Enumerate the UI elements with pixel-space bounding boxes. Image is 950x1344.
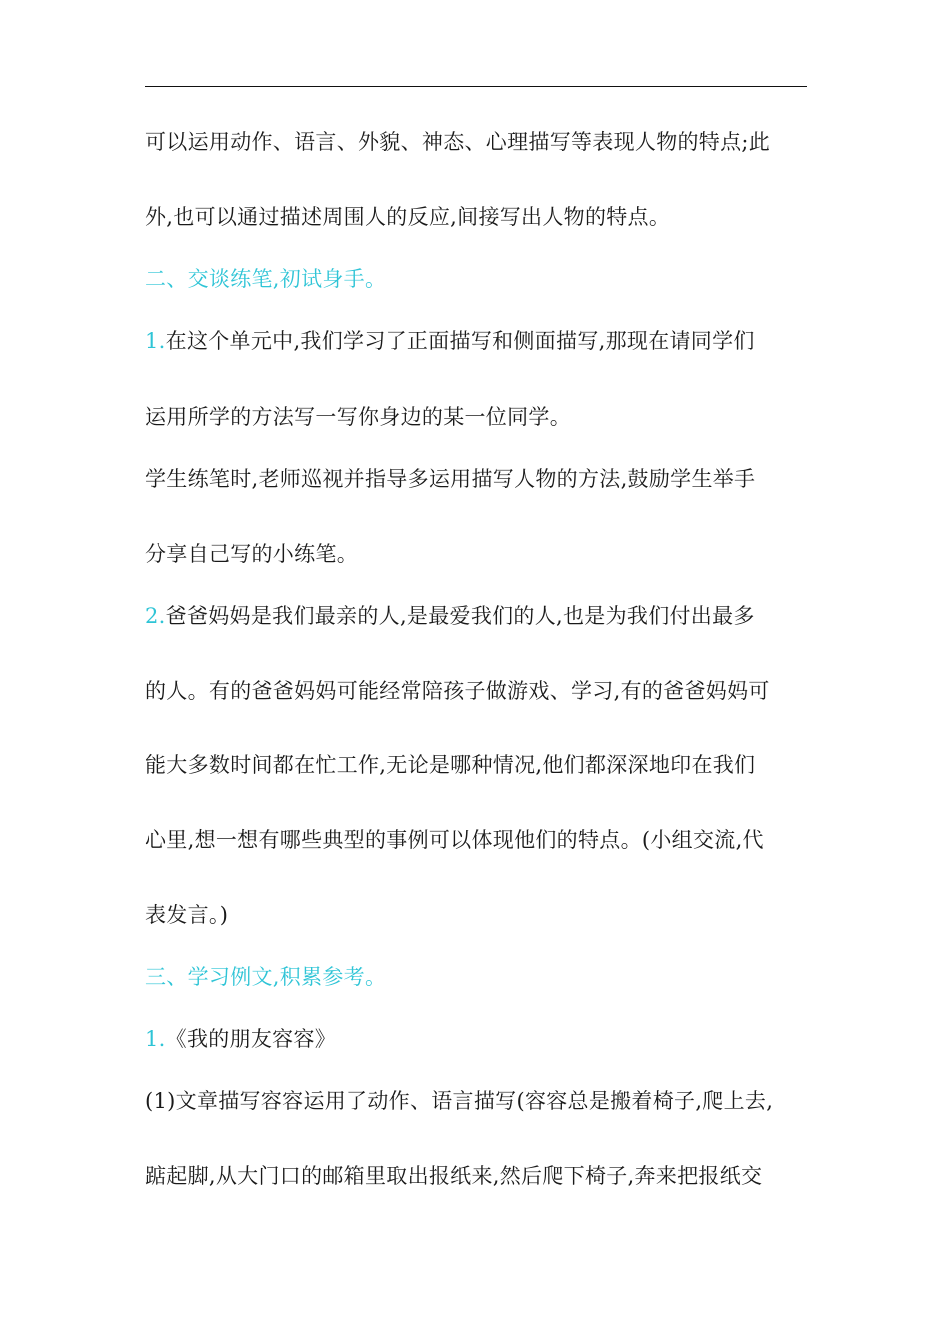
header-rule: [145, 86, 807, 87]
list-item-text: 《我的朋友容容》: [165, 1027, 337, 1051]
section-heading-3: 三、学习例文,积累参考。: [145, 965, 387, 989]
paragraph-line: 学生练笔时,老师巡视并指导多运用描写人物的方法,鼓励学生举手: [145, 467, 756, 491]
list-number: 2.: [145, 604, 166, 628]
paragraph-line: 外,也可以通过描述周围人的反应,间接写出人物的特点。: [145, 205, 671, 229]
paragraph-line: 运用所学的方法写一写你身边的某一位同学。: [145, 405, 571, 429]
list-item-text: 在这个单元中,我们学习了正面描写和侧面描写,那现在请同学们: [165, 329, 755, 353]
paragraph-line: 能大多数时间都在忙工作,无论是哪种情况,他们都深深地印在我们: [145, 753, 756, 777]
list-number: 1.: [145, 1027, 166, 1051]
paragraph-line: 可以运用动作、语言、外貌、神态、心理描写等表现人物的特点;此: [145, 130, 771, 154]
paragraph-line: 心里,想一想有哪些典型的事例可以体现他们的特点。(小组交流,代: [145, 828, 764, 852]
list-number: 1.: [145, 329, 166, 353]
list-item-2: [145, 602, 815, 630]
paragraph-line: 踮起脚,从大门口的邮箱里取出报纸来,然后爬下椅子,奔来把报纸交: [145, 1164, 763, 1188]
list-item-1: [145, 327, 815, 355]
section-heading-2: 二、交谈练笔,初试身手。: [145, 267, 387, 291]
list-item-1: [145, 1025, 815, 1053]
paragraph-line: 的人。有的爸爸妈妈可能经常陪孩子做游戏、学习,有的爸爸妈妈可: [145, 679, 770, 703]
paragraph-line: (1)文章描写容容运用了动作、语言描写(容容总是搬着椅子,爬上去,: [145, 1089, 774, 1113]
paragraph-line: 分享自己写的小练笔。: [145, 542, 358, 566]
list-item-text: 爸爸妈妈是我们最亲的人,是最爱我们的人,也是为我们付出最多: [165, 604, 755, 628]
paragraph-line: 表发言。): [145, 903, 229, 927]
